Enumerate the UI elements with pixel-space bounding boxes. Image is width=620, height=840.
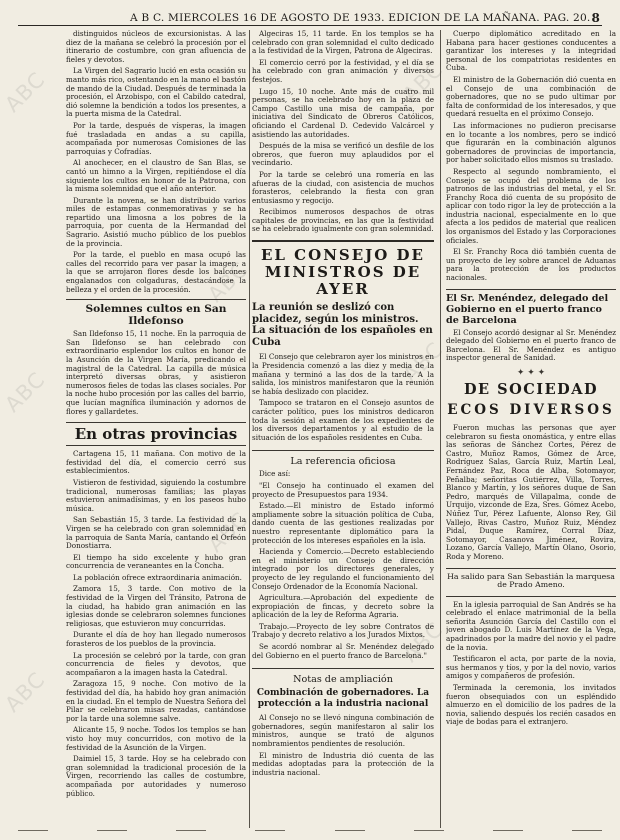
heading-referencia: La referencia oficiosa (252, 450, 434, 467)
cuba-paragraph: Las informaciones no pudieron precisarse en lo tocante a los nombres, pero se indicó que figurarán en la combinación algunos gobernadores de provincias de importancia, por haber solicitado ellos mismos su traslado. (446, 120, 616, 165)
society-article (446, 424, 616, 562)
notas-paragraph: Al Consejo no se llevó ninguna combinación de gobernadores, según manifestaron al salir los ministros, aunque se trató de algunos nombramientos pendientes de resolución. (252, 713, 434, 749)
referencia-paragraph: Se acordó nombrar al Sr. Menéndez delegado del Gobierno en el puerto franco de Barcelona." (252, 642, 434, 660)
watermark-2: ABC (0, 367, 50, 417)
cuba-paragraph: El ministro de la Gobernación dió cuenta en el Consejo de una combinación de gobernadores, que no se pudo ultimar por falta de conformidad de los interesados, y que quedará resuelta en el próximo Consejo. (446, 74, 616, 119)
heading-ecos-diversos: ECOS DIVERSOS (447, 402, 615, 418)
dispatch-paragraph: Lugo 15, 10 noche. Ante más de cuatro mil personas, se ha celebrado hoy en la plaza de Campo Castillo una misa de campaña, por iniciativa del Sindicato de Obreros Católicos, oficiando el Cardenal D. Cedevido Valcárcel y asistiendo las autoridades. (252, 86, 434, 139)
provinces-paragraph: El tiempo ha sido excelente y hubo gran concurrencia de veraneantes en la Concha. (66, 552, 246, 571)
referencia-paragraph: Trabajo.—Proyecto de ley sobre Contratos de Trabajo y decreto relativo a los Jurados Mixtos. (252, 621, 434, 640)
watermark-3: ABC (0, 667, 50, 717)
intro-paragraph: Por la tarde, el pueblo en masa ocupó las calles del recorrido para ver pasar la imagen, a la que se arrojaron flores desde los balcones engalanados con colgaduras, destacándose la belleza y el orden de la procesión. (66, 250, 246, 294)
san-ildefonso-paragraph: San Ildefonso 15, 11 noche. En la parroquia de San Ildefonso se han celebrado con extraordinario esplendor los cultos en honor de la Asunción de la Virgen María, predicando el magistral de la Catedral. La capilla de música interpretó diversas obras, y asistieron numerosos fieles de todas las clases sociales. Por la noche hubo procesión por las calles del barrio, que lucían magnífica iluminación y adornos de flores y gallardetes. (66, 329, 246, 416)
menendez-paragraph: El Consejo acordó designar al Sr. Menéndez delegado del Gobierno en el puerto franco de Barcelona. El Sr. Menéndez es antiguo inspector general de Sanidad. (446, 327, 616, 363)
heading-san-ildefonso: Solemnes cultos en San Ildefonso (66, 299, 246, 327)
dispatches-article (252, 30, 434, 234)
provinces-paragraph: Cartagena 15, 11 mañana. Con motivo de la festividad del día, el comercio cerró sus establecimientos. (66, 449, 246, 476)
provinces-paragraph: Daimiel 15, 3 tarde. Hoy se ha celebrado con gran solemnidad la tradicional procesión de la Virgen, recorriendo las calles de costumbre, acompañada por autoridades y numeroso público. (66, 754, 246, 798)
referencia-paragraph: "El Consejo ha continuado el examen del proyecto de Presupuestos para 1934. (252, 480, 434, 499)
provinces-article (66, 450, 246, 798)
cuba-paragraph: Cuerpo diplomático acreditado en la Habana para hacer gestiones conducentes a garantizar los intereses y la integridad personal de los compatriotas residentes en Cuba. (446, 30, 616, 73)
watermark-1: ABC (0, 67, 50, 117)
masthead-title: A B C. MIERCOLES 16 DE AGOSTO DE 1933. EDICION DE LA MAÑANA. PAG. 20. (130, 11, 591, 24)
wedding-article (446, 601, 616, 727)
watermark-8: ABC (398, 617, 448, 667)
page-folio: 8 (591, 10, 600, 25)
masthead (18, 10, 602, 26)
referencia-article (252, 470, 434, 660)
intro-paragraph: Durante la novena, se han distribuido varios miles de estampas conmemorativas y se ha repartido una limosna a los pobres de la parroquia, por cuenta de la Hermandad del Sagrario. Asistió mucho público de los pueblos de la provincia. (66, 195, 246, 248)
watermark-7: ABC (398, 337, 448, 387)
dispatch-paragraph: Algeciras 15, 11 tarde. En los templos se ha celebrado con gran solemnidad el culto dedicado a la festividad de la Virgen, Patrona de Algeciras. (252, 30, 434, 56)
intro-paragraph: distinguidos núcleos de excursionistas. A las diez de la mañana se celebró la procesión por el itinerario de costumbre, con gran afluencia de fieles y devotos. (66, 30, 246, 64)
separator (446, 568, 616, 569)
cuba-paragraph: El Sr. Franchy Roca dió también cuenta de un proyecto de ley sobre arancel de Aduanas para la protección de los productos nacionales. (446, 247, 616, 283)
referencia-paragraph: Estado.—El ministro de Estado informó ampliamente sobre la situación política de Cuba, dando cuenta de las gestiones realizadas por nuestro representante diplomático para la protección de los intereses españoles en la isla. (252, 501, 434, 545)
society-paragraph: Fueron muchas las personas que ayer celebraron su fiesta onomástica, y entre ellas las señoras de Sánchez Cortes, Pérez de Castro, Muñoz Ramos, Gómez de Arce, Rodríguez Salas, García Ruiz, Martín Leal, Fernández Paz, Roca de Alba, Sotomayor, Peñalba; señoritas Gutiérrez, Villa, Torres, Blanco y Martín, y los señores duque de San Pedro, marqués de Villapalma, conde de Urquijo, vizconde de Eza, Sres. Gómez Acebo, Núñez Tur, Pérez Lafuente, Alonso Rey, Gil Vallejo, Rivas Castro, Muñoz Ruiz, Méndez Pidal, Duque Ramírez, Corral Díaz, Sotomayor, Casanova Jiménez, Rovira, Lozano, García Vallejo, Martín Olano, Osorio, Roda y Moreno. (446, 423, 616, 561)
dispatch-paragraph: El comercio cerró por la festividad, y el día se ha celebrado con gran animación y diversos festejos. (252, 57, 434, 84)
watermark-4: ABC (203, 257, 253, 307)
san-ildefonso-article (66, 330, 246, 416)
cuba-article (446, 30, 616, 283)
heading-otras-provincias: En otras provincias (66, 422, 246, 446)
cuba-paragraph: Respecto al segundo nombramiento, el Consejo se ocupó del problema de los patronos de las industrias del metal, y el Sr. Franchy Roca dió cuenta de su propósito de aplicar con todo rigor la ley de protección a la industria nacional, especialmente en lo que afecta a los pedidos de material que realicen los organismos del Estado y las Corporaciones oficiales. (446, 166, 616, 245)
travel-note: Ha salido para San Sebastián la marquesa de Prado Ameno. (447, 571, 615, 590)
column-2 (252, 30, 434, 830)
intro-paragraph: La Virgen del Sagrario lució en esta ocasión su manto más rico, ostentando en la mano el bastón de mando de la Ciudad. Después de terminada la procesión, el Arzobispo, con el Cabildo catedral, dió solemne la bendición a todos los presentes, a la puerta misma de la Catedral. (66, 66, 246, 119)
provinces-paragraph: La población ofrece extraordinaria animación. (73, 572, 242, 582)
heading-notas: Notas de ampliación (252, 668, 434, 685)
notas-article (252, 714, 434, 777)
consejo-paragraph: Tampoco se trataron en el Consejo asuntos de carácter político, pues los ministros dedicaron toda la sesión al examen de los expedientes de los diversos departamentos y al estudio de la situación de los españoles residentes en Cuba. (252, 398, 434, 442)
consejo-article (252, 353, 434, 442)
ornament-icon: ✦ ✦ ✦ (516, 368, 546, 378)
notas-deck: Combinación de gobernadores. La protección a la industria nacional (256, 688, 430, 709)
provinces-paragraph: Zamora 15, 3 tarde. Con motivo de la festividad de la Virgen del Tránsito, Patrona de la ciudad, ha habido gran animación en las iglesias donde se celebraron solemnes funciones religiosas, que estuvieron muy concurridas. (66, 584, 246, 628)
heading-menendez: El Sr. Menéndez, delegado del Gobierno en el puerto franco de Barcelona (446, 289, 616, 326)
heading-consejo: EL CONSEJO DE MINISTROS DE AYER (252, 240, 434, 298)
watermark-5: ABC (203, 507, 253, 557)
referencia-paragraph: Agricultura.—Aprobación del expediente de expropiación de fincas, y decreto sobre la aplicación de la ley de Reforma Agraria. (252, 593, 434, 620)
intro-article (66, 30, 246, 294)
column-rule-1 (249, 30, 250, 828)
provinces-paragraph: La procesión se celebró por la tarde, con gran concurrencia de fieles y devotos, que acompañaron a la imagen hasta la Catedral. (66, 650, 246, 677)
dispatch-paragraph: Recibimos numerosos despachos de otras capitales de provincias, en las que la festividad se ha celebrado igualmente con gran solemnidad. (252, 207, 434, 234)
separator-2 (446, 596, 616, 597)
wedding-paragraph: Terminada la ceremonia, los invitados fueron obsequiados con un espléndido almuerzo en el domicilio de los padres de la novia, saliendo después los recién casados en viaje de bodas para el extranjero. (446, 683, 616, 727)
intro-paragraph: Al anochecer, en el claustro de San Blas, se cantó un himno a la Virgen, repitiéndose el día siguiente los cultos en honor de la Patrona, con la misma solemnidad que el año anterior. (66, 158, 246, 194)
referencia-paragraph: Hacienda y Comercio.—Decreto estableciendo en el ministerio un Consejo de dirección integrado por los directores generales, y proyecto de ley regulando el funcionamiento del Consejo Ordenador de la Economía Nacional. (252, 547, 434, 591)
provinces-paragraph: Durante el día de hoy han llegado numerosos forasteros de los pueblos de la provincia. (66, 630, 246, 649)
consejo-paragraph: El Consejo que celebraron ayer los ministros en la Presidencia comenzó a las diez y media de la mañana y terminó a las dos de la tarde. A la salida, los ministros manifestaron que la reunión se había deslizado con placidez. (252, 352, 434, 396)
provinces-paragraph: San Sebastián 15, 3 tarde. La festividad de la Virgen se ha celebrado con gran solemnidad en la parroquia de Santa María, cantando el Orfeón Donostiarra. (66, 515, 246, 551)
column-1 (66, 30, 246, 830)
intro-paragraph: Por la tarde, después de vísperas, la imagen fué trasladada en andas a su capilla, acompañada por numerosas Comisiones de las parroquias y Cofradías. (66, 120, 246, 156)
heading-de-sociedad: DE SOCIEDAD (463, 381, 599, 398)
referencia-paragraph: Dice así: (259, 469, 291, 479)
consejo-deck: La reunión se deslizó con placidez, según los ministros. La situación de los españoles en Cuba (252, 302, 433, 348)
wedding-paragraph: Testificaron el acta, por parte de la novia, sus hermanos y tíos, y por la del novio, varios amigos y compañeros de profesión. (446, 654, 616, 681)
wedding-paragraph: En la iglesia parroquial de San Andrés se ha celebrado el enlace matrimonial de la bella señorita Asunción García del Castillo con el joven abogado D. Luis Martínez de la Vega, apadrinados por la madre del novio y el padre de la novia. (446, 599, 616, 652)
footer-marks (18, 830, 602, 834)
dispatch-paragraph: Por la tarde se celebró una romería en las afueras de la ciudad, con asistencia de muchos forasteros, celebrando la fiesta con gran entusiasmo y regocijo. (252, 169, 434, 205)
notas-paragraph: El ministro de Industria dió cuenta de las medidas adoptadas para la protección de la industria nacional. (252, 750, 434, 777)
dispatch-paragraph: Después de la misa se verificó un desfile de los obreros, que fueron muy aplaudidos por el vecindario. (252, 141, 434, 168)
watermark-6: ABC (398, 57, 448, 107)
column-3 (446, 30, 616, 830)
provinces-paragraph: Vistieron de festividad, siguiendo la costumbre tradicional, numerosas familias; las playas estuvieron animadísimas, y en los paseos hubo música. (66, 477, 246, 513)
provinces-paragraph: Alicante 15, 9 noche. Todos los templos se han visto hoy muy concurridos, con motivo de la festividad de la Asunción de la Virgen. (66, 725, 246, 752)
column-rule-2 (440, 30, 441, 828)
provinces-paragraph: Zaragoza 15, 9 noche. Con motivo de la festividad del día, ha habido hoy gran animación en la ciudad. En el templo de Nuestra Señora del Pilar se celebraron misas rezadas, cantándose por la tarde una solemne salve. (66, 679, 246, 723)
